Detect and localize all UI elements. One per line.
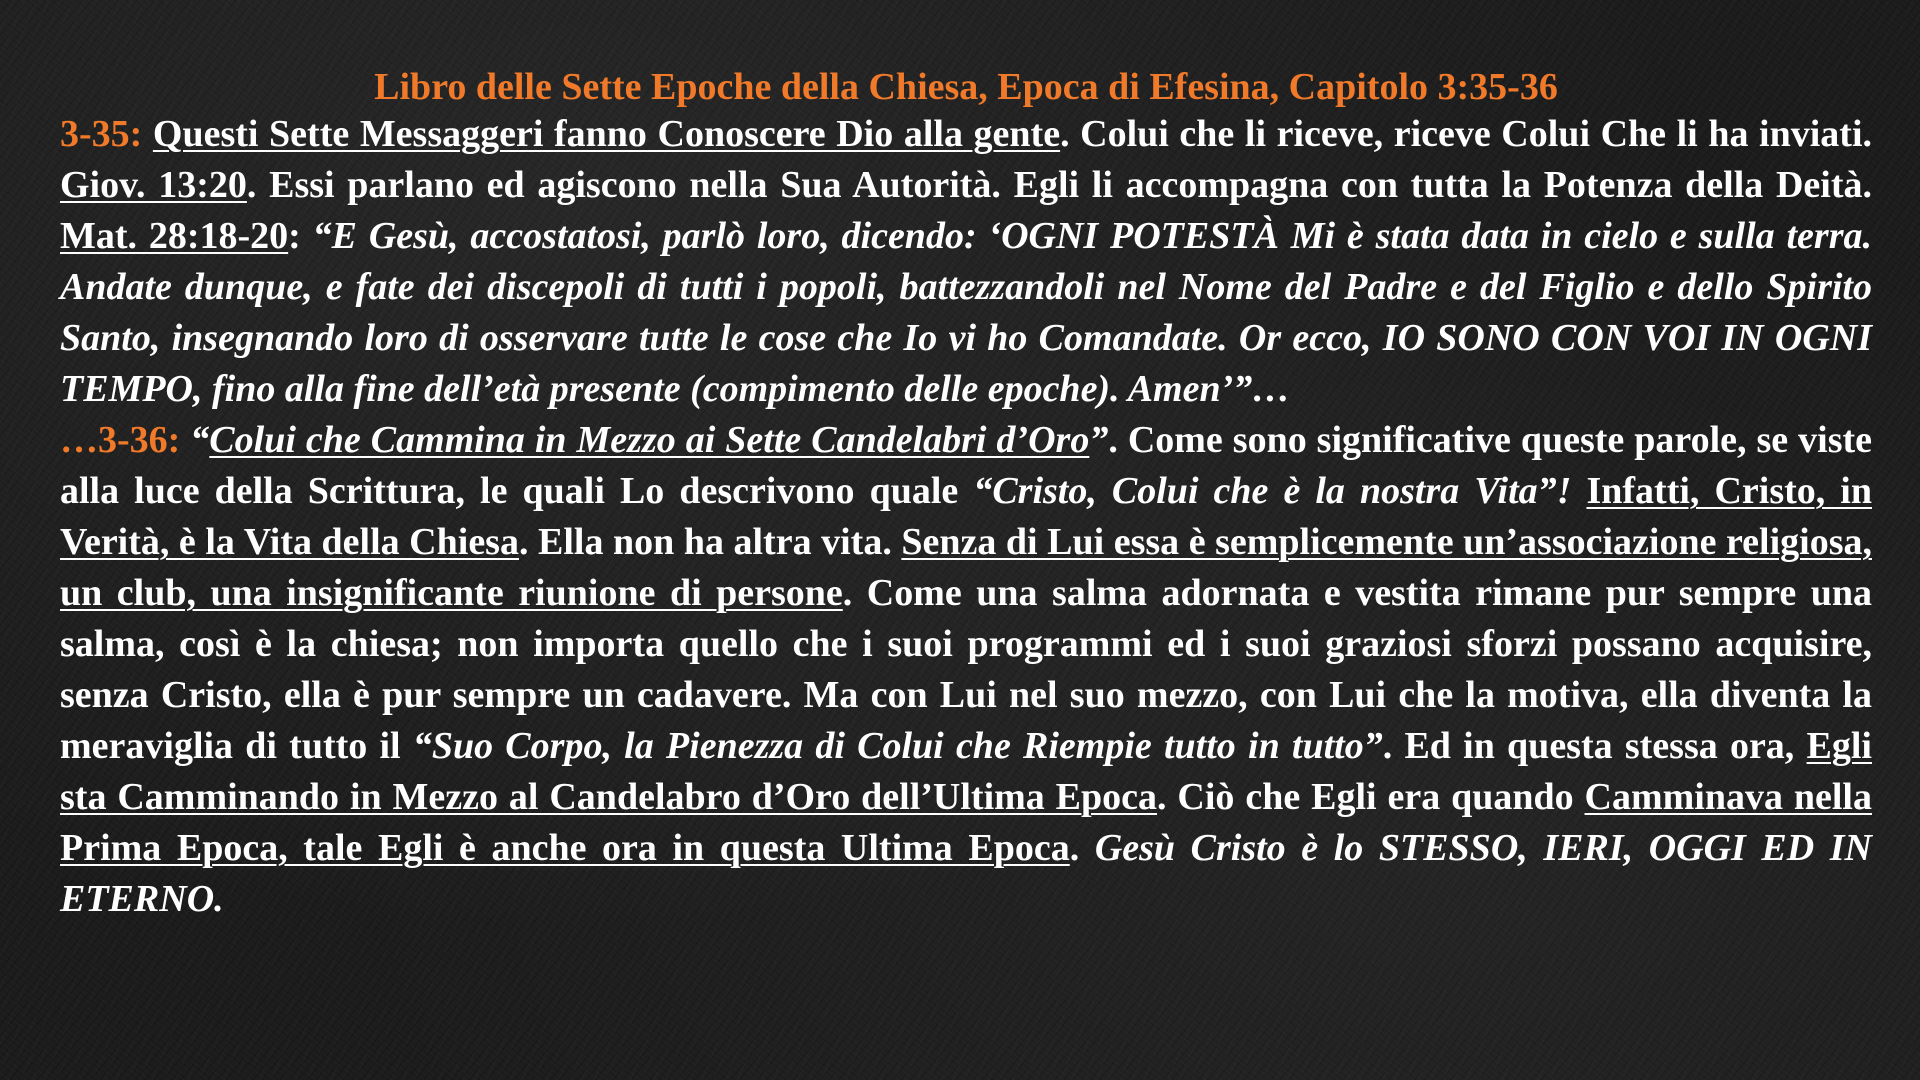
body-text: . Come una salma adornata e vestita rimane pur sempre una salma, così è la chiesa; non importa quello che i suoi programmi ed i suoi graziosi sforzi possano acquisire, senza Cristo, ella è pur sempre un cadavere. Ma con Lui nel suo mezzo, con Lui che la motiva, ella diventa la meraviglia di tutto il — [60, 572, 1872, 767]
body-text: . Ed in questa stessa ora, — [1382, 725, 1807, 767]
body-text — [1571, 470, 1586, 512]
body-text: . Ella non ha altra vita. — [518, 521, 902, 563]
scripture-ref-giov: Giov. 13:20 — [60, 164, 247, 206]
paragraph-3-36 — [60, 415, 1872, 925]
italic-quote: “Suo Corpo, la Pienezza di Colui che Riempie tutto in tutto” — [412, 725, 1383, 767]
underlined-text: Infatti, Cristo, in Verità, è la Vita della Chiesa — [60, 470, 1872, 563]
body-text: . Come sono significative queste parole, se viste alla luce della Scrittura, le quali Lo descrivono quale — [60, 419, 1873, 512]
quoted-scripture: “E Gesù, accostatosi, parlò loro, dicendo: ‘OGNI POTESTÀ Mi è stata data in cielo e sulla terra. Andate dunque, e fate dei discepoli di tutti i popoli, battezzandoli nel Nome del Padre e del Figlio e dello Spirito Santo, insegnando loro di osservare tutte le cose che Io vi ho Comandate. Or ecco, IO SONO CON VOI IN OGNI TEMPO, fino alla fine dell’età presente (compimento delle epoche). Amen’”… — [60, 215, 1872, 410]
underlined-text: Senza di Lui essa è semplicemente un’associazione religiosa, un club, una insignificante riunione di persone — [60, 521, 1872, 614]
body-text: . Colui che li riceve, riceve Colui Che li ha inviati. — [1060, 113, 1873, 155]
body-text: . Essi parlano ed agiscono nella Sua Autorità. Egli li accompagna con tutta la Potenza della Deità. — [246, 164, 1872, 206]
verse-ref-3-36: …3-36: — [60, 419, 181, 461]
slide-content — [60, 66, 1872, 925]
italic-quote: “Cristo, Colui che è la nostra Vita”! — [973, 470, 1572, 512]
underlined-text: Questi Sette Messaggeri fanno Conoscere Dio alla gente — [152, 113, 1061, 155]
paragraph-3-35 — [60, 109, 1872, 415]
body-text: . Ciò che Egli era quando — [1157, 776, 1585, 818]
slide-title: Libro delle Sette Epoche della Chiesa, Epoca di Efesina, Capitolo 3:35-36 — [374, 66, 1558, 108]
body-text: : — [288, 215, 313, 257]
quote-close: ” — [1089, 419, 1109, 461]
scripture-ref-mat: Mat. 28:18-20 — [60, 215, 289, 257]
quote-open: “ — [180, 419, 210, 461]
underlined-text: Camminava nella Prima Epoca, tale Egli è anche ora in questa Ultima Epoca — [60, 776, 1872, 869]
underlined-text: Egli sta Camminando in Mezzo al Candelabro d’Oro dell’Ultima Epoca — [60, 725, 1872, 818]
underlined-quote: Colui che Cammina in Mezzo ai Sette Candelabri d’Oro — [209, 419, 1090, 461]
body-text: . — [1069, 827, 1095, 869]
verse-ref-3-35: 3-35: — [60, 113, 143, 155]
italic-closing: Gesù Cristo è lo STESSO, IERI, OGGI ED IN ETERNO. — [60, 827, 1872, 920]
